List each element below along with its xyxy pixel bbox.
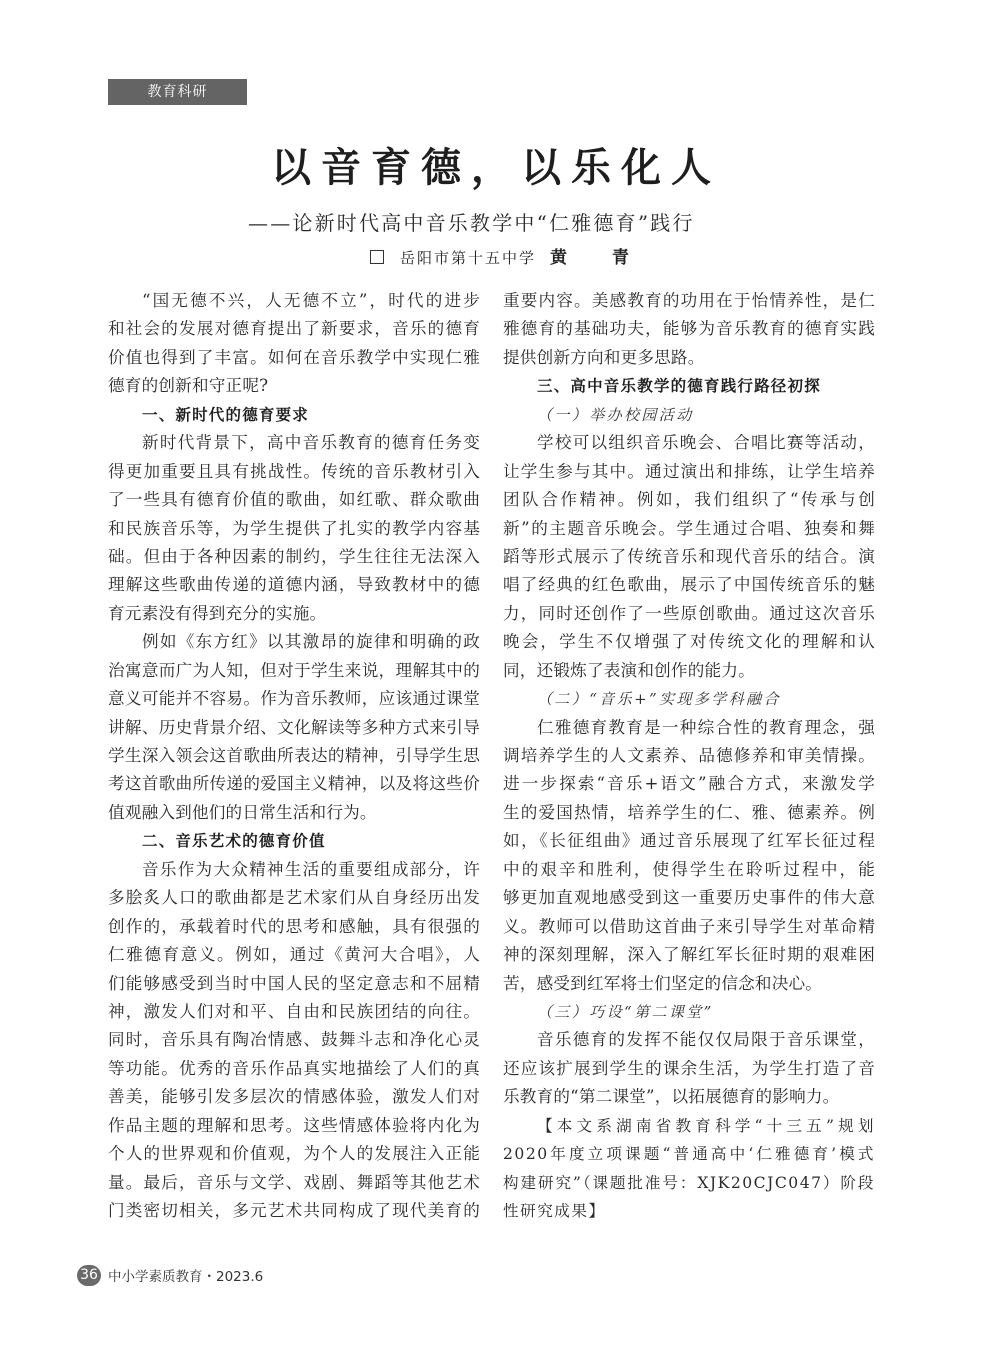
text-line: 蹈等形式展示了传统音乐和现代音乐的结合。演	[503, 546, 875, 566]
text-line: 讲解、历史背景介绍、文化解读等多种方式来引导	[108, 717, 480, 737]
text-line: 重要内容。美感教育的功用在于怡情养性，是仁	[503, 291, 875, 310]
text-line: 调培养学生的人文素养、品德修养和审美情操。	[503, 746, 875, 765]
page-footer	[77, 1264, 263, 1286]
paragraph-last-line: 值观融入到他们的日常生活和行为。	[108, 802, 377, 822]
text-line: 创作的，承载着时代的思考和感触，具有很强的	[108, 916, 480, 936]
paragraph-first-line: “国无德不兴，人无德不立”，时代的进步	[142, 291, 480, 310]
paragraph-first-line: 音乐德育的发挥不能仅仅局限于音乐课堂，	[537, 1030, 875, 1050]
article-title: 以音育德，以乐化人	[271, 145, 721, 191]
paragraph-last-line: 提供创新方向和更多思路。	[503, 347, 705, 367]
text-line: 量。最后，音乐与文学、戏剧、舞蹈等其他艺术	[108, 1172, 480, 1192]
section-tag: 教育科研	[108, 79, 247, 105]
subsection-heading: （二）“音乐+”实现多学科融合	[537, 690, 781, 709]
byline	[370, 246, 643, 270]
text-line: 让学生参与其中。通过演出和排练，让学生培养	[503, 461, 875, 481]
paragraph-last-line: 同，还锻炼了表演和创作的能力。	[503, 660, 755, 680]
text-line: 等功能。优秀的音乐作品真实地描绘了人们的真	[108, 1058, 480, 1078]
paragraph-last-line: 育元素没有得到充分的实施。	[108, 603, 327, 623]
text-line: 够更加直观地感受到这一重要历史事件的伟大意	[503, 888, 875, 908]
text-line: 雅德育的基础功夫，能够为音乐教育的德育实践	[503, 319, 875, 339]
text-line: 唱了经典的红色歌曲，展示了中国传统音乐的魅	[503, 575, 875, 595]
text-line: 得更加重要且具有挑战性。传统的音乐教材引入	[108, 461, 480, 481]
text-line: 还应该扩展到学生的课余生活，为学生打造了音	[503, 1058, 875, 1078]
text-line: 了一些具有德育价值的歌曲，如红歌、群众歌曲	[108, 490, 480, 510]
text-line: 如，《长征组曲》通过音乐展现了红军长征过程	[503, 831, 875, 851]
paragraph-first-line: 新时代背景下，高中音乐教育的德育任务变	[142, 433, 480, 453]
section-heading: 一、新时代的德育要求	[142, 405, 310, 424]
text-line: 团队合作精神。例如，我们组织了“传承与创	[503, 490, 875, 510]
funding-note-line: 2020年度立项课题“普通高中‘仁雅德育’模式	[503, 1145, 875, 1164]
text-line: 力，同时还创作了一些原创歌曲。通过这次音乐	[503, 603, 875, 623]
journal-info: 中小学素质教育・2023.6	[108, 1269, 264, 1285]
text-line: 新”的主题音乐晚会。学生通过合唱、独奏和舞	[503, 518, 875, 538]
section-heading: 三、高中音乐教学的德育践行路径初探	[537, 377, 821, 396]
paragraph-last-line: 德育的创新和守正呢?	[108, 376, 269, 396]
text-line: 价值也得到了丰富。如何在音乐教学中实现仁雅	[108, 347, 480, 367]
text-line: 神，激发人们对和平、自由和民族团结的向往。	[108, 1001, 480, 1021]
paragraph-last-line: 乐教育的“第二课堂”，以拓展德育的影响力。	[503, 1087, 840, 1107]
section-heading: 二、音乐艺术的德育价值	[142, 832, 326, 851]
paragraph-first-line: 例如《东方红》以其激昂的旋律和明确的政	[142, 632, 480, 652]
paragraph-first-line: 仁雅德育教育是一种综合性的教育理念，强	[537, 717, 875, 737]
paragraph-first-line: 音乐作为大众精神生活的重要组成部分，许	[142, 859, 480, 879]
text-line: 义。教师可以借助这首曲子来引导学生对革命精	[503, 916, 875, 936]
text-line: 同时，音乐具有陶冶情感、鼓舞斗志和净化心灵	[108, 1030, 480, 1050]
right-column	[503, 287, 875, 1225]
funding-note-line: 性研究成果】	[503, 1202, 606, 1220]
text-line: 生的爱国热情，培养学生的仁、雅、德素养。例	[503, 802, 875, 822]
text-line: 们能够感受到当时中国人民的坚定意志和不屈精	[108, 973, 480, 993]
text-line: 进一步探索“音乐+语文”融合方式，来激发学	[503, 774, 875, 794]
text-line: 和民族音乐等，为学生提供了扎实的教学内容基	[108, 518, 480, 538]
subsection-heading: （三）巧设“第二课堂”	[537, 1002, 714, 1021]
text-line: 门类密切相关，多元艺术共同构成了现代美育的	[108, 1201, 480, 1220]
text-line: 中的艰辛和胜利，使得学生在聆听过程中，能	[503, 859, 875, 879]
square-icon	[370, 250, 384, 264]
text-line: 神的深刻理解，深入了解红军长征时期的艰难困	[503, 945, 875, 965]
page-number-badge: 36	[77, 1265, 101, 1286]
paragraph-first-line: 学校可以组织音乐晚会、合唱比赛等活动，	[537, 433, 875, 453]
text-line: 个人的世界观和价值观，为个人的发展注入正能	[108, 1144, 480, 1164]
subsection-heading: （一）举办校园活动	[537, 405, 694, 424]
text-line: 意义可能并不容易。作为音乐教师，应该通过课堂	[108, 689, 480, 709]
text-line: 础。但由于各种因素的制约，学生往往无法深入	[108, 546, 480, 566]
funding-note-line: 【本文系湖南省教育科学“十三五”规划	[537, 1116, 875, 1135]
text-line: 多脍炙人口的歌曲都是艺术家们从自身经历出发	[108, 888, 480, 908]
text-line: 仁雅德育意义。例如，通过《黄河大合唱》，人	[108, 945, 480, 965]
author-school: 岳阳市第十五中学	[400, 249, 537, 267]
text-line: 治寓意而广为人知，但对于学生来说，理解其中的	[108, 660, 480, 680]
text-line: 和社会的发展对德育提出了新要求，音乐的德育	[108, 319, 480, 339]
left-column	[108, 287, 480, 1225]
article-subtitle: ——论新时代高中音乐教学中“仁雅德育”践行	[248, 211, 695, 235]
text-line: 善美，能够引发多层次的情感体验，激发人们对	[108, 1087, 480, 1107]
text-line: 学生深入领会这首歌曲所表达的精神，引导学生思	[108, 746, 480, 765]
text-line: 作品主题的理解和思考。这些情感体验将内化为	[108, 1115, 480, 1135]
text-line: 考这首歌曲所传递的爱国主义精神，以及将这些价	[108, 774, 480, 794]
text-line: 理解这些歌曲传递的道德内涵，导致教材中的德	[108, 575, 480, 595]
text-line: 晚会，学生不仅增强了对传统文化的理解和认	[503, 632, 875, 652]
funding-note-line: 构建研究”（课题批准号：XJK20CJC047）阶段	[503, 1173, 875, 1192]
paragraph-last-line: 苦，感受到红军将士们坚定的信念和决心。	[503, 973, 823, 993]
author-name: 黄 青	[550, 248, 644, 268]
